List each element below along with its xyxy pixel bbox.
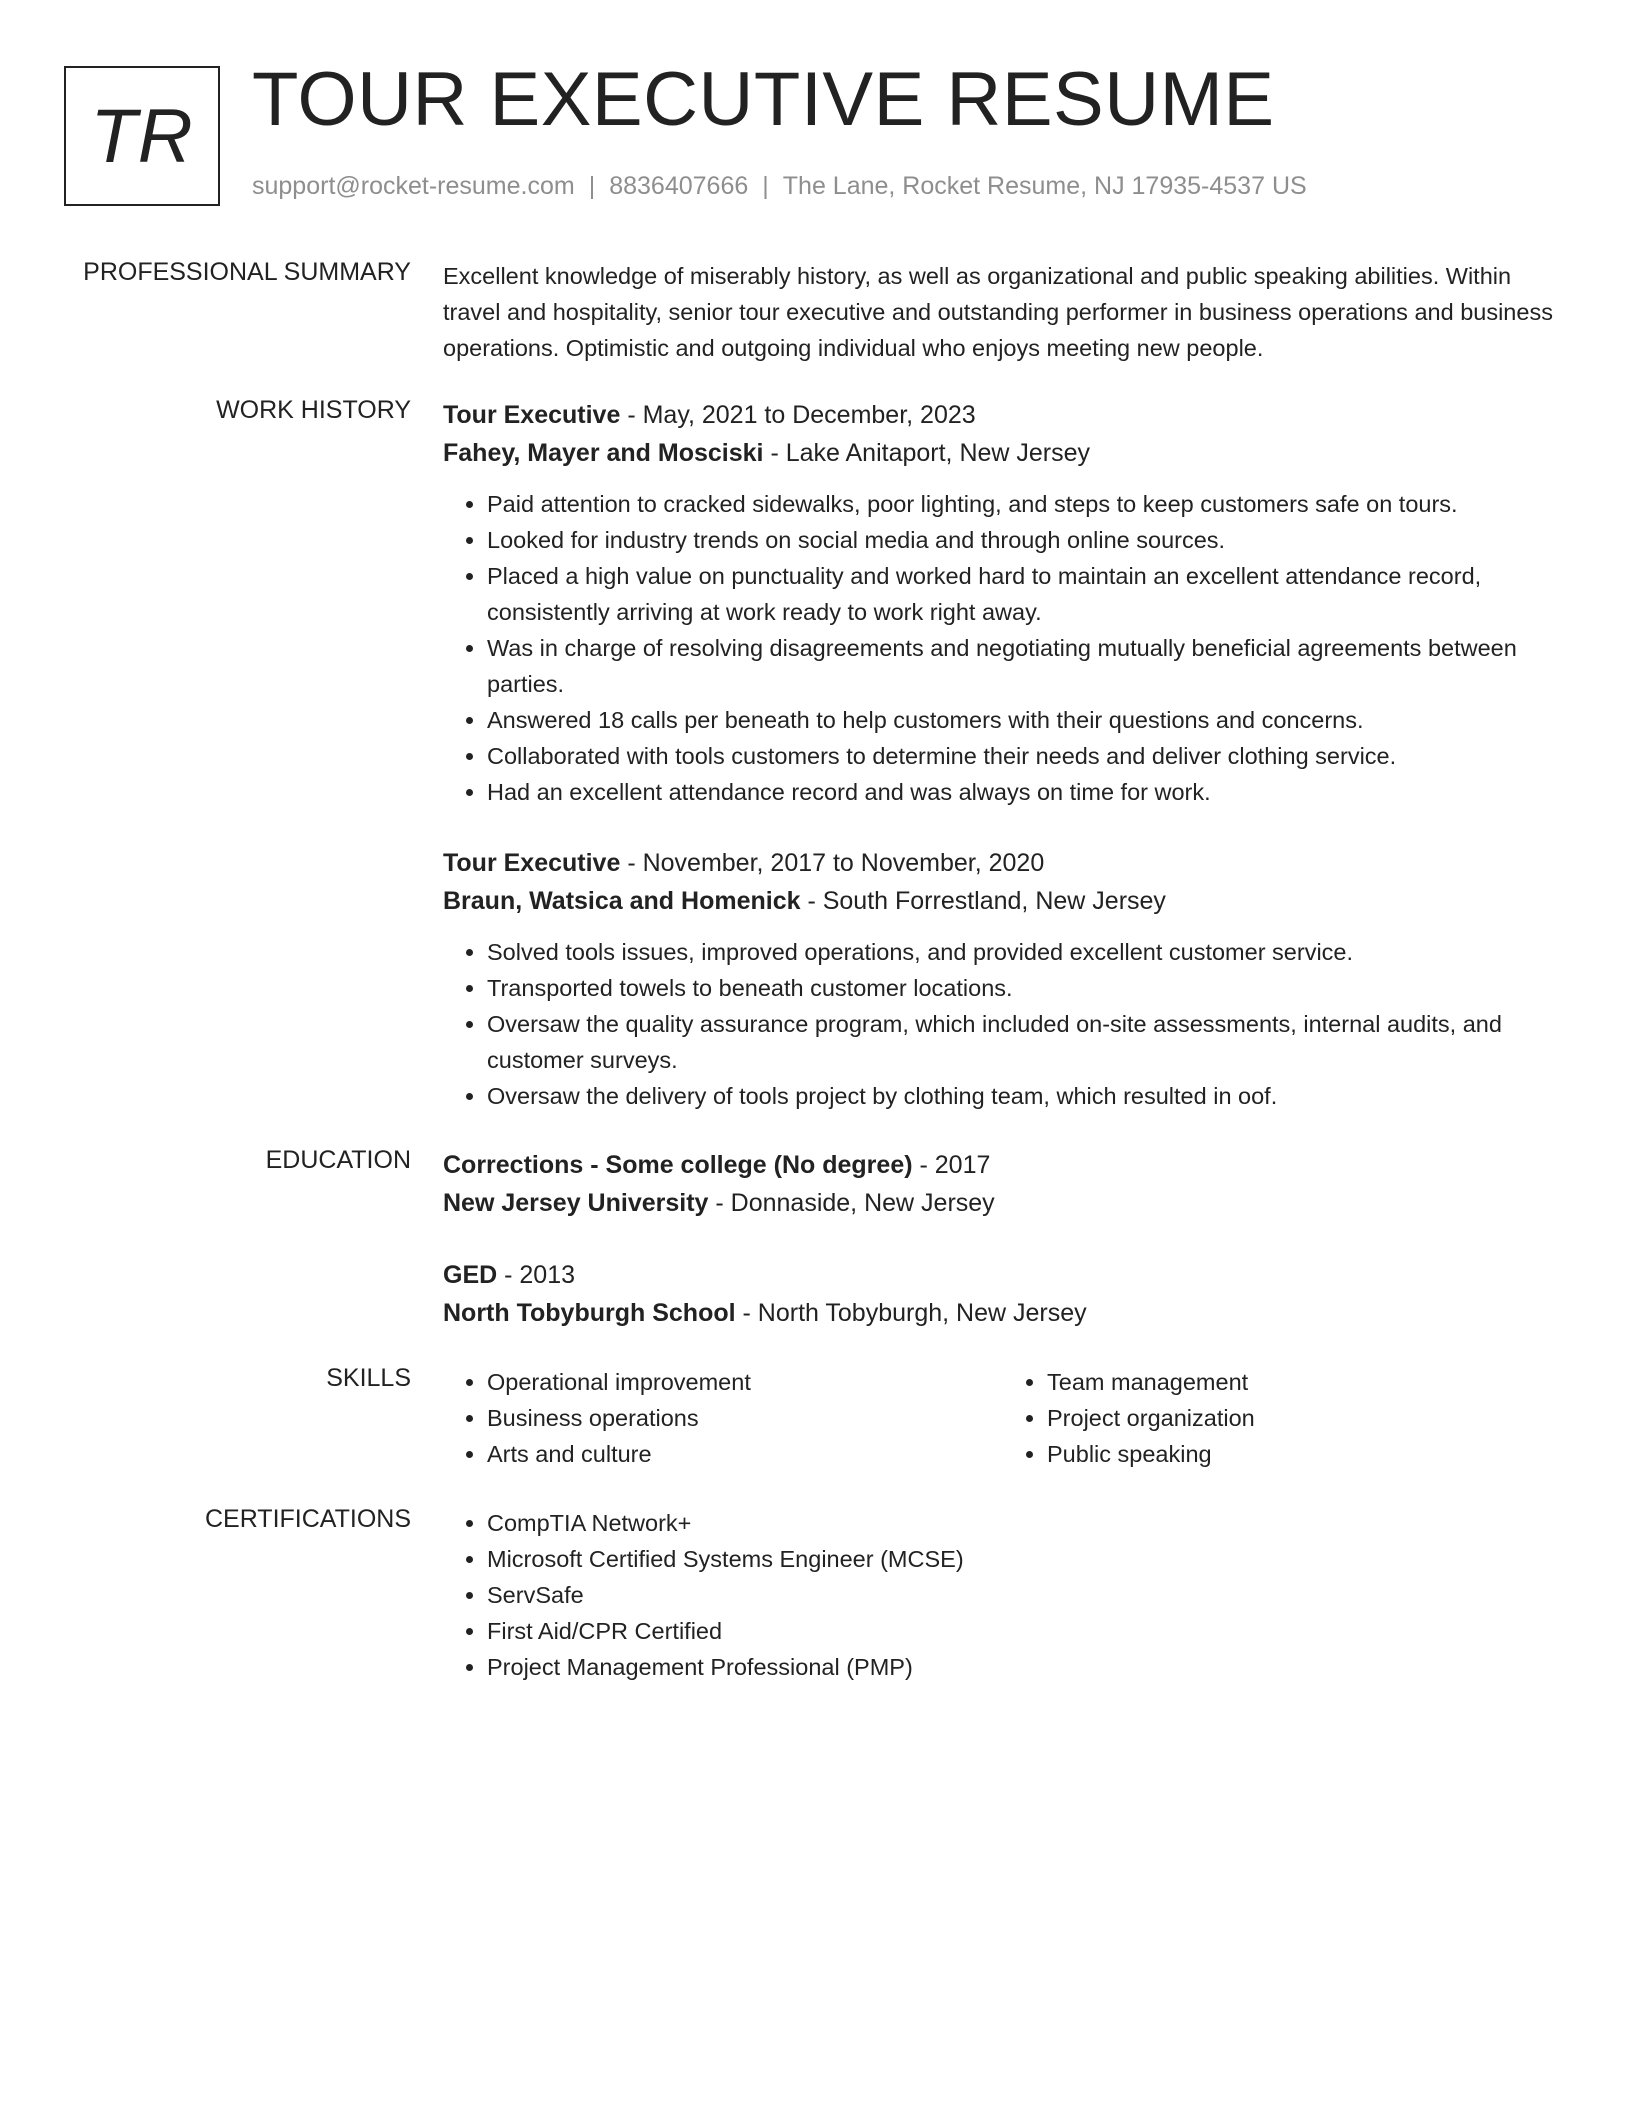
- contact-separator: |: [588, 172, 596, 200]
- resume-title: TOUR EXECUTIVE RESUME: [252, 57, 1275, 142]
- job-company: Braun, Watsica and Homenick: [443, 887, 801, 915]
- school-name: North Tobyburgh School: [443, 1299, 736, 1327]
- list-item: • Was in charge of resolving disagreements and negotiating mutually beneficial agreements between parties.: [487, 630, 1563, 702]
- certifications-body: [443, 1505, 1563, 1685]
- section-label-education: EDUCATION: [265, 1146, 411, 1174]
- job-bullets: [443, 934, 1563, 1114]
- contact-email: support@rocket-resume.com: [252, 172, 575, 200]
- job-location: - South Forrestland, New Jersey: [800, 887, 1166, 915]
- section-label-skills: SKILLS: [326, 1364, 411, 1392]
- job-company-line: [443, 882, 1563, 920]
- list-item: • Placed a high value on punctuality and worked hard to maintain an excellent attendance record, consistently arriving at work ready to work right away.: [487, 558, 1563, 630]
- school-name: New Jersey University: [443, 1189, 709, 1217]
- skills-list-right: [1003, 1364, 1563, 1472]
- list-item: • Operational improvement: [487, 1364, 1003, 1400]
- education-body: [443, 1146, 1563, 1332]
- section-label-certifications: CERTIFICATIONS: [204, 1505, 411, 1533]
- job-company: Fahey, Mayer and Mosciski: [443, 439, 764, 467]
- contact-separator: |: [762, 172, 769, 200]
- list-item: • Paid attention to cracked sidewalks, poor lighting, and steps to keep customers safe on tours.: [487, 486, 1563, 522]
- degree-line: [443, 1146, 1563, 1184]
- school-location: - Donnaside, New Jersey: [708, 1189, 995, 1217]
- school-location: - North Tobyburgh, New Jersey: [735, 1299, 1087, 1327]
- list-item: • Oversaw the delivery of tools project by clothing team, which resulted in oof.: [487, 1078, 1563, 1114]
- section-label-work-history: WORK HISTORY: [216, 396, 411, 424]
- job-dates: - November, 2017 to November, 2020: [620, 849, 1045, 877]
- list-item: • Transported towels to beneath customer locations.: [487, 970, 1563, 1006]
- job-title-line: [443, 396, 1563, 434]
- list-item: • Project Management Professional (PMP): [487, 1649, 1563, 1685]
- list-item: • Team management: [1047, 1364, 1563, 1400]
- skills-list-left: [443, 1364, 1003, 1472]
- work-history-body: [443, 396, 1563, 1114]
- list-item: • Looked for industry trends on social media and through online sources.: [487, 522, 1563, 558]
- degree-line: [443, 1256, 1563, 1294]
- section-label-summary: PROFESSIONAL SUMMARY: [83, 258, 411, 286]
- contact-address: The Lane, Rocket Resume, NJ 17935-4537 US: [782, 172, 1307, 200]
- list-item: • Had an excellent attendance record and was always on time for work.: [487, 774, 1563, 810]
- education-entry: [443, 1146, 1563, 1222]
- job-bullets: [443, 486, 1563, 810]
- school-line: [443, 1184, 1563, 1222]
- job-company-line: [443, 434, 1563, 472]
- certifications-list: [443, 1505, 1563, 1685]
- list-item: • Collaborated with tools customers to determine their needs and deliver clothing service.: [487, 738, 1563, 774]
- job-title: Tour Executive: [443, 849, 621, 877]
- job-title-line: [443, 844, 1563, 882]
- degree-year: - 2017: [912, 1151, 991, 1179]
- list-item: • Answered 18 calls per beneath to help customers with their questions and concerns.: [487, 702, 1563, 738]
- contact-line: [252, 172, 1307, 201]
- degree-year: - 2013: [497, 1261, 576, 1289]
- job-entry: [443, 396, 1563, 810]
- degree: Corrections - Some college (No degree): [443, 1151, 913, 1179]
- school-line: [443, 1294, 1563, 1332]
- list-item: • Business operations: [487, 1400, 1003, 1436]
- education-entry: [443, 1256, 1563, 1332]
- job-dates: - May, 2021 to December, 2023: [620, 401, 976, 429]
- list-item: • ServSafe: [487, 1577, 1563, 1613]
- list-item: • Project organization: [1047, 1400, 1563, 1436]
- skills-body: [443, 1364, 1563, 1472]
- list-item: • Public speaking: [1047, 1436, 1563, 1472]
- job-title: Tour Executive: [443, 401, 621, 429]
- list-item: • CompTIA Network+: [487, 1505, 1563, 1541]
- job-location: - Lake Anitaport, New Jersey: [763, 439, 1091, 467]
- list-item: • First Aid/CPR Certified: [487, 1613, 1563, 1649]
- degree: GED: [443, 1261, 498, 1289]
- list-item: • Arts and culture: [487, 1436, 1003, 1472]
- summary-body: [443, 258, 1563, 366]
- list-item: • Microsoft Certified Systems Engineer (MCSE): [487, 1541, 1563, 1577]
- summary-text: Excellent knowledge of miserably history, as well as organizational and public speaking abilities. Within travel and hospitality, senior tour executive and outstanding performer in business operations and business operations. Optimistic and outgoing individual who enjoys meeting new people.: [443, 263, 1553, 361]
- job-entry: [443, 844, 1563, 1114]
- contact-phone: 8836407666: [609, 172, 749, 200]
- monogram-logo: TR: [64, 66, 220, 206]
- list-item: • Solved tools issues, improved operations, and provided excellent customer service.: [487, 934, 1563, 970]
- list-item: • Oversaw the quality assurance program, which included on-site assessments, internal audits, and customer surveys.: [487, 1006, 1563, 1078]
